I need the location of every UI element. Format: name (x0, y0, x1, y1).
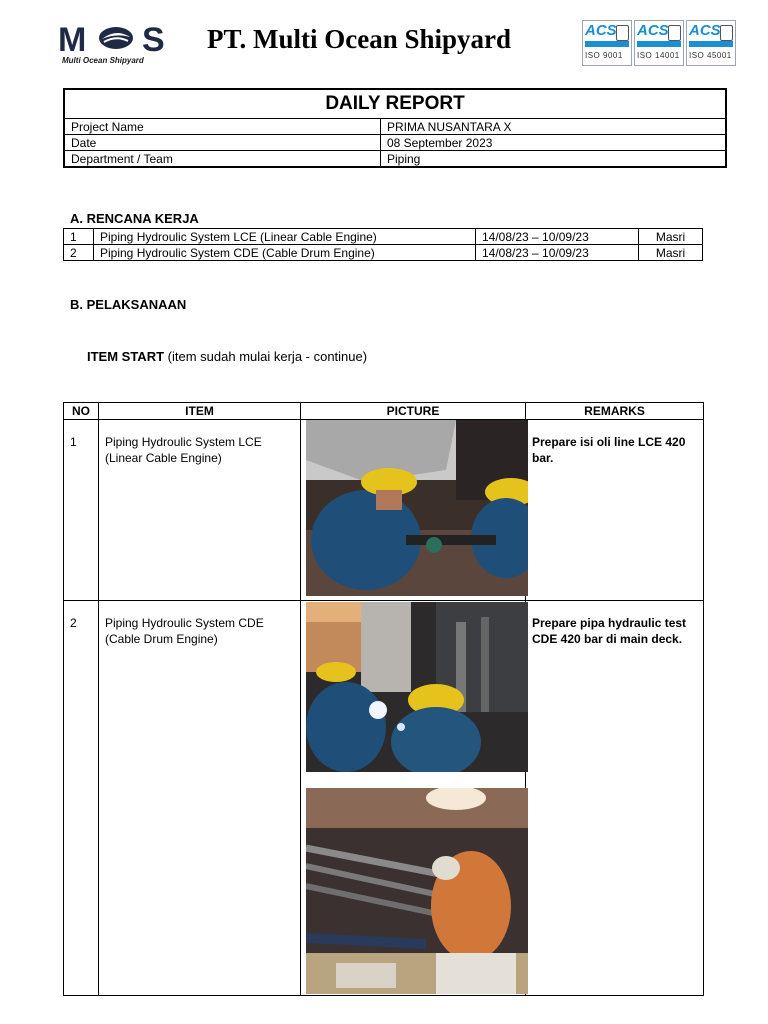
company-name: PT. Multi Ocean Shipyard (207, 24, 512, 54)
cert-standard: ISO 14001 (637, 51, 680, 60)
report-label: Project Name (64, 119, 381, 135)
cert-brand: ACS (689, 22, 721, 39)
report-value: 08 September 2023 (381, 135, 727, 151)
plan-dates: 14/08/23 – 10/09/23 (476, 229, 639, 245)
plan-task: Piping Hydroulic System CDE (Cable Drum Engine) (94, 245, 476, 261)
item-remarks: Prepare pipa hydraulic test CDE 420 bar di main deck. (526, 601, 704, 996)
column-header-item: ITEM (99, 403, 301, 420)
plan-pic: Masri (639, 229, 703, 245)
plan-no: 1 (64, 229, 94, 245)
plan-task: Piping Hydroulic System LCE (Linear Cable Engine) (94, 229, 476, 245)
item-name: Piping Hydroulic System LCE (Linear Cable Engine) (99, 420, 301, 601)
plan-dates: 14/08/23 – 10/09/23 (476, 245, 639, 261)
column-header-remarks: REMARKS (526, 403, 704, 420)
cert-standard: ISO 45001 (689, 51, 732, 60)
report-row-date (64, 135, 726, 151)
cert-stripe (689, 41, 733, 47)
certification-badges (582, 20, 738, 68)
photo-cde-pipes (306, 788, 528, 994)
report-title: DAILY REPORT (64, 89, 726, 119)
svg-text:S: S (142, 21, 165, 56)
section-b-label: B. PELAKSANAAN (70, 297, 187, 312)
cert-badge-iso-45001 (686, 20, 736, 66)
plan-no: 2 (64, 245, 94, 261)
column-header-picture: PICTURE (301, 403, 526, 420)
item-name: Piping Hydroulic System CDE (Cable Drum Engine) (99, 601, 301, 996)
cert-brand: ACS (585, 22, 617, 39)
cert-badge-iso-9001 (582, 20, 632, 66)
document-header (0, 0, 768, 80)
work-plan-table (63, 228, 703, 261)
seal-icon (720, 25, 733, 41)
cert-stripe (585, 41, 629, 47)
daily-report-table (63, 88, 727, 168)
photo-cde-workers (306, 602, 528, 772)
cert-stripe (637, 41, 681, 47)
item-start-note: (item sudah mulai kerja - continue) (167, 349, 368, 364)
report-row-department (64, 151, 726, 168)
item-start-title: ITEM START (87, 349, 165, 364)
svg-text:M: M (58, 21, 87, 56)
report-value: PRIMA NUSANTARA X (381, 119, 727, 135)
table-row (64, 229, 703, 245)
company-logo (58, 20, 178, 68)
item-start-heading (87, 349, 367, 364)
report-value: Piping (381, 151, 727, 168)
item-no: 1 (64, 420, 99, 601)
table-row (64, 245, 703, 261)
section-a-label: A. RENCANA KERJA (70, 211, 199, 226)
report-label: Date (64, 135, 381, 151)
photo-lce-workers (306, 420, 528, 596)
report-label: Department / Team (64, 151, 381, 168)
item-remarks: Prepare isi oli line LCE 420 bar. (526, 420, 704, 601)
item-no: 2 (64, 601, 99, 996)
cert-standard: ISO 9001 (585, 51, 623, 60)
logo-subtitle: Multi Ocean Shipyard (62, 56, 144, 65)
seal-icon (616, 25, 629, 41)
seal-icon (668, 25, 681, 41)
cert-brand: ACS (637, 22, 669, 39)
logo-mark-icon (58, 20, 178, 56)
plan-pic: Masri (639, 245, 703, 261)
column-header-no: NO (64, 403, 99, 420)
table-header-row (64, 403, 704, 420)
cert-badge-iso-14001 (634, 20, 684, 66)
report-row-project (64, 119, 726, 135)
